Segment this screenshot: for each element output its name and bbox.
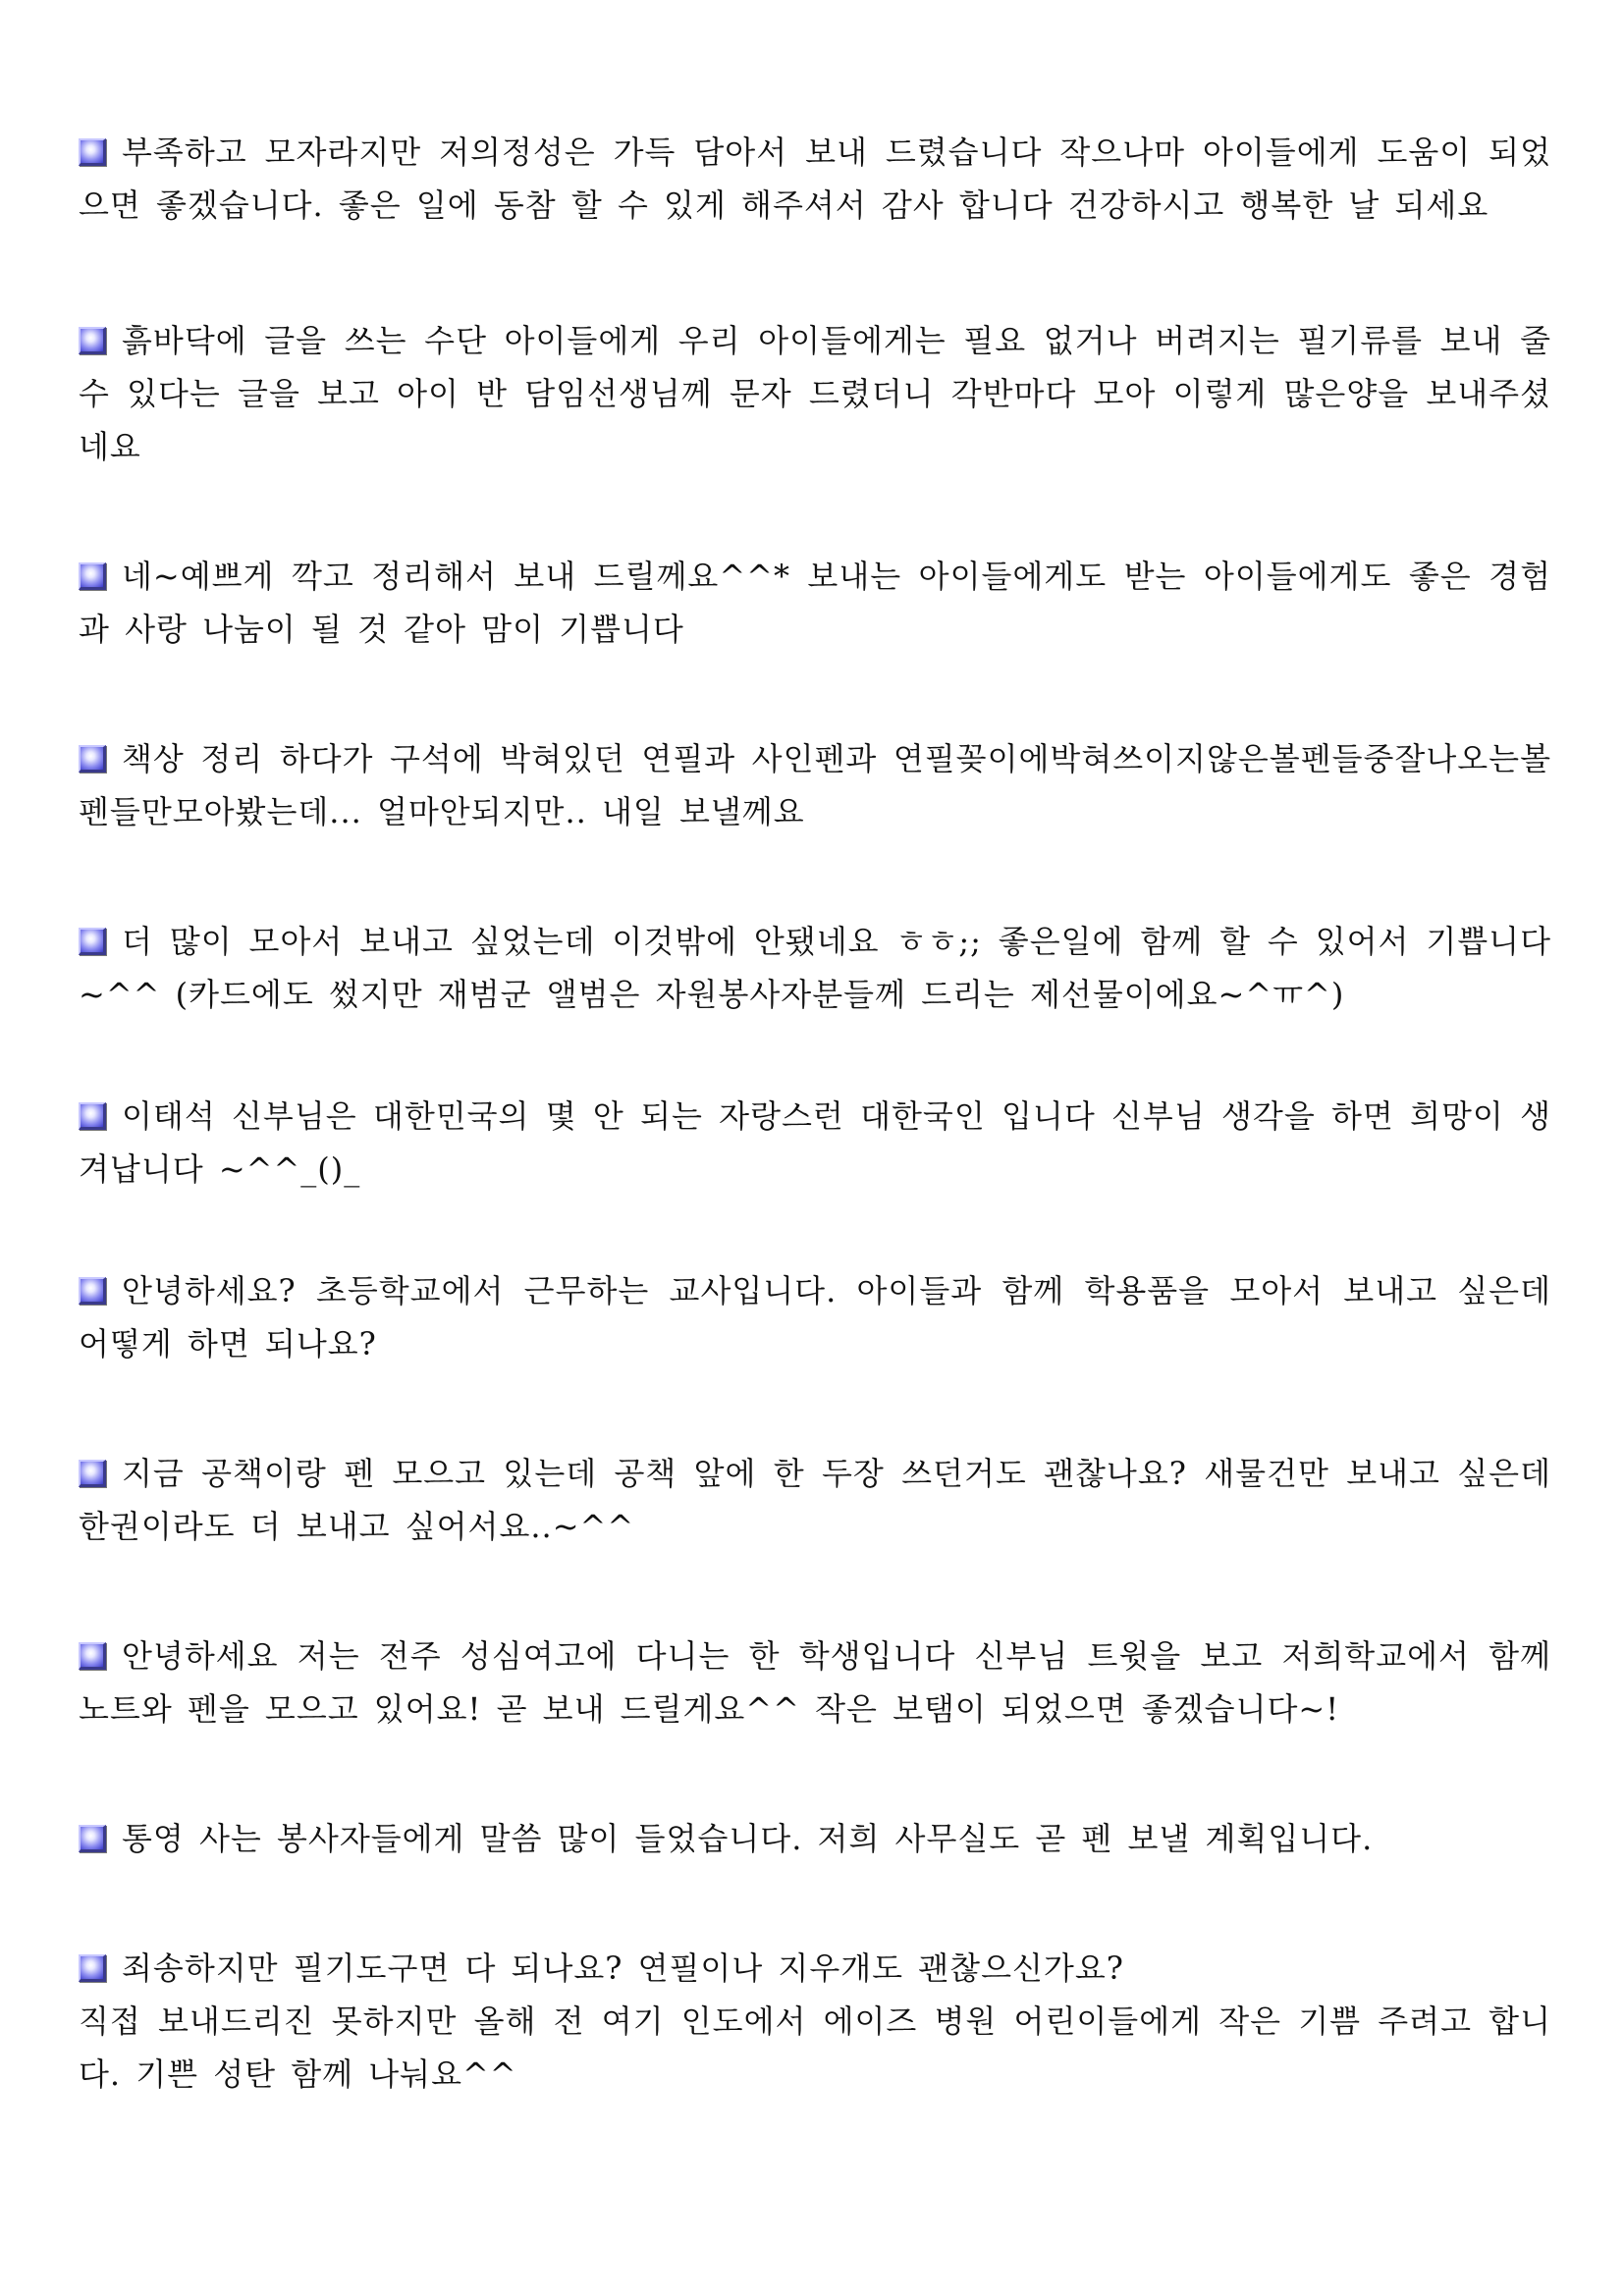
comment-item [79, 732, 1551, 838]
comment-text: 흙바닥에 글을 쓰는 수단 아이들에게 우리 아이들에게는 필요 없거나 버려지는 필기류를 보내 줄 수 있다는 글을 보고 아이 반 담임선생님께 문자 드렸더니 각반마다 모아 이렇게 많은양을 보내주셨네요 [79, 322, 1551, 465]
comment-item [79, 1812, 1551, 1865]
square-bullet-icon [79, 1460, 106, 1487]
comment-text: 네~예쁘게 깍고 정리해서 보내 드릴께요^^* 보내는 아이들에게도 받는 아이들에게도 좋은 경험과 사랑 나눔이 될 것 같아 맘이 기쁩니다 [79, 558, 1551, 648]
comment-item [79, 1264, 1551, 1370]
square-bullet-icon [79, 928, 106, 955]
comment-list [79, 126, 1551, 2101]
comment-item [79, 314, 1551, 473]
comment-text: 더 많이 모아서 보내고 싶었는데 이것밖에 안됐네요 ㅎㅎ;; 좋은일에 함께 할 수 있어서 기쁩니다~^^ (카드에도 썼지만 재범군 앨범은 자원봉사자분들께 드리는 제선물이에요~^ㅠ^) [79, 923, 1551, 1013]
comment-item [79, 1090, 1551, 1196]
square-bullet-icon [79, 1102, 106, 1130]
comment-text: 부족하고 모자라지만 저의정성은 가득 담아서 보내 드렸습니다 작으나마 아이들에게 도움이 되었으면 좋겠습니다. 좋은 일에 동참 할 수 있게 해주셔서 감사 합니다 건강하시고 행복한 날 되세요 [79, 133, 1551, 224]
square-bullet-icon [79, 562, 106, 590]
comment-item [79, 1942, 1551, 2101]
closing-paragraph: 직접 보내드리진 못하지만 올해 전 여기 인도에서 에이즈 병원 어린이들에게 작은 기쁨 주려고 합니다. 기쁜 성탄 함께 나눠요^^ [79, 2002, 1551, 2093]
comment-item [79, 1447, 1551, 1553]
comment-item [79, 126, 1551, 232]
comment-text: 안녕하세요 저는 전주 성심여고에 다니는 한 학생입니다 신부님 트윗을 보고 저희학교에서 함께 노트와 펜을 모으고 있어요! 곧 보내 드릴게요^^ 작은 보탬이 되었으면 좋겠습니다~! [79, 1637, 1551, 1728]
square-bullet-icon [79, 1825, 106, 1852]
square-bullet-icon [79, 327, 106, 354]
square-bullet-icon [79, 1954, 106, 1982]
comment-text: 죄송하지만 필기도구면 다 되나요? 연필이나 지우개도 괜찮으신가요? [122, 1949, 1124, 1987]
comment-item [79, 550, 1551, 656]
comment-item [79, 1629, 1551, 1735]
comment-text: 안녕하세요? 초등학교에서 근무하는 교사입니다. 아이들과 함께 학용품을 모아서 보내고 싶은데 어떻게 하면 되나요? [79, 1272, 1551, 1362]
comment-text: 책상 정리 하다가 구석에 박혀있던 연필과 사인펜과 연필꽂이에박혀쓰이지않은볼펜들중잘나오는볼펜들만모아봤는데... 얼마안되지만.. 내일 보낼께요 [79, 740, 1551, 830]
comment-text: 통영 사는 봉사자들에게 말씀 많이 들었습니다. 저희 사무실도 곧 펜 보낼 계획입니다. [122, 1820, 1374, 1857]
comment-item [79, 915, 1551, 1021]
square-bullet-icon [79, 1642, 106, 1670]
square-bullet-icon [79, 138, 106, 166]
comment-text: 지금 공책이랑 펜 모으고 있는데 공책 앞에 한 두장 쓰던거도 괜찮나요? 새물건만 보내고 싶은데 한권이라도 더 보내고 싶어서요..~^^ [79, 1455, 1551, 1545]
square-bullet-icon [79, 1277, 106, 1305]
comment-text: 이태석 신부님은 대한민국의 몇 안 되는 자랑스런 대한국인 입니다 신부님 생각을 하면 희망이 생겨납니다 ~^^_()_ [79, 1097, 1551, 1188]
square-bullet-icon [79, 745, 106, 773]
